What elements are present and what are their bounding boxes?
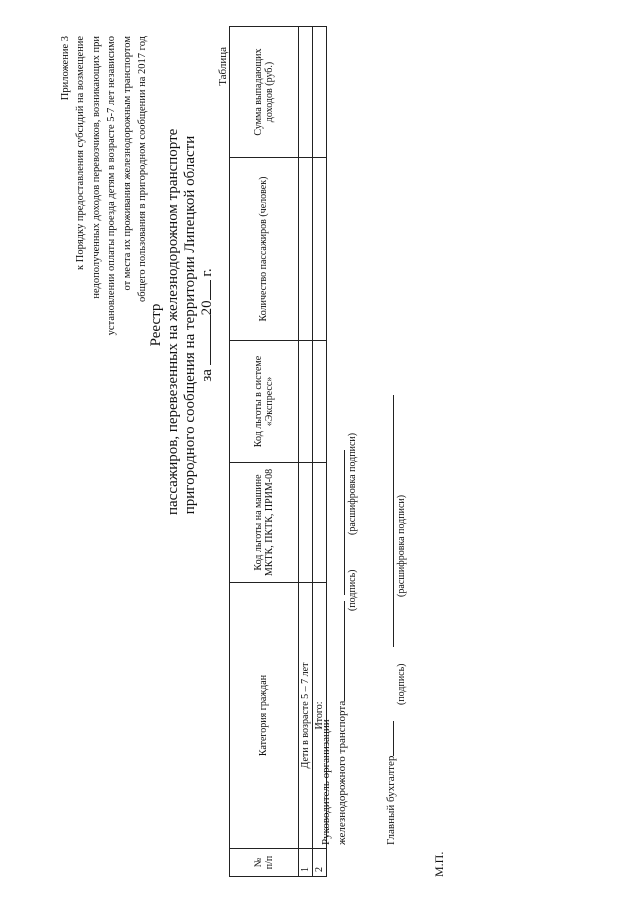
accountant-signature-hint: (подпись) <box>396 663 407 705</box>
appendix-line: общего пользования в пригородном сообщении на 2017 год <box>137 36 149 302</box>
document-title <box>148 128 216 515</box>
title-line: пригородного сообщения на территории Липецкой области <box>182 135 198 515</box>
header-code-express: Код льготы в системе «Экспресс» <box>230 341 299 463</box>
cell-total-label: Итого: <box>313 583 327 849</box>
cell-code-express <box>299 341 313 463</box>
period-prefix: за <box>199 369 215 382</box>
stamp-placeholder: М.П. <box>432 851 446 877</box>
accountant-signature-block <box>382 721 398 845</box>
cell-code-machine <box>313 463 327 583</box>
cell-code-machine <box>299 463 313 583</box>
cell-code-express <box>313 341 327 463</box>
table-header-row <box>230 27 299 877</box>
appendix-line: установлении оплаты проезда детям в возрасте 5-7 лет независимо <box>106 36 118 336</box>
head-signature-blank <box>333 601 345 701</box>
cell-number: 1 <box>299 849 313 877</box>
registry-table <box>229 26 327 877</box>
appendix-line: от места их проживания железнодорожным транспортом <box>121 36 133 291</box>
title-line: Реестр <box>148 303 164 347</box>
head-signature-block <box>320 601 349 845</box>
table-label: Таблица <box>217 47 229 86</box>
table-row <box>299 27 313 877</box>
accountant-decoding-hint: (расшифровка подписи) <box>396 494 407 597</box>
accountant-decoding-blank <box>382 395 394 647</box>
header-number: № п/п <box>230 849 299 877</box>
header-category: Категория граждан <box>230 583 299 849</box>
accountant-title: Главный бухгалтер <box>385 755 397 845</box>
header-lost-income: Сумма выпадающих доходов (руб.) <box>230 27 299 158</box>
accountant-signature-blank <box>382 721 394 756</box>
header-code-machine: Код льготы на машине МКТК, ПКТК, ПРИМ-08 <box>230 463 299 583</box>
cell-lost-income <box>313 27 327 158</box>
cell-category: Дети в возрасте 5 – 7 лет <box>299 583 313 849</box>
header-passenger-count: Количество пассажиров (человек) <box>230 158 299 341</box>
appendix-line: недополученных доходов перевозчиков, возникающих при <box>90 36 102 299</box>
head-signature-hint: (подпись) <box>347 569 358 611</box>
period-year-prefix: 20 <box>199 300 215 316</box>
appendix-note <box>58 36 150 486</box>
head-title-line1: Руководитель организации <box>320 719 332 845</box>
head-title-line2: железнодорожного транспорта <box>333 601 349 845</box>
appendix-line: к Порядку предоставления субсидий на возмещение <box>75 36 87 270</box>
head-decoding-blank <box>333 450 345 595</box>
cell-number: 2 <box>313 849 327 877</box>
title-line: пассажиров, перевезенных на железнодорожном транспорте <box>165 128 181 515</box>
cell-lost-income <box>299 27 313 158</box>
period-suffix: г. <box>199 268 215 277</box>
cell-passenger-count <box>313 158 327 341</box>
appendix-line: Приложение 3 <box>60 36 71 101</box>
head-decoding-hint: (расшифровка подписи) <box>347 432 358 535</box>
period-year-blank <box>199 280 211 300</box>
period-line <box>199 135 216 515</box>
cell-passenger-count <box>299 158 313 341</box>
period-month-blank <box>199 315 211 365</box>
